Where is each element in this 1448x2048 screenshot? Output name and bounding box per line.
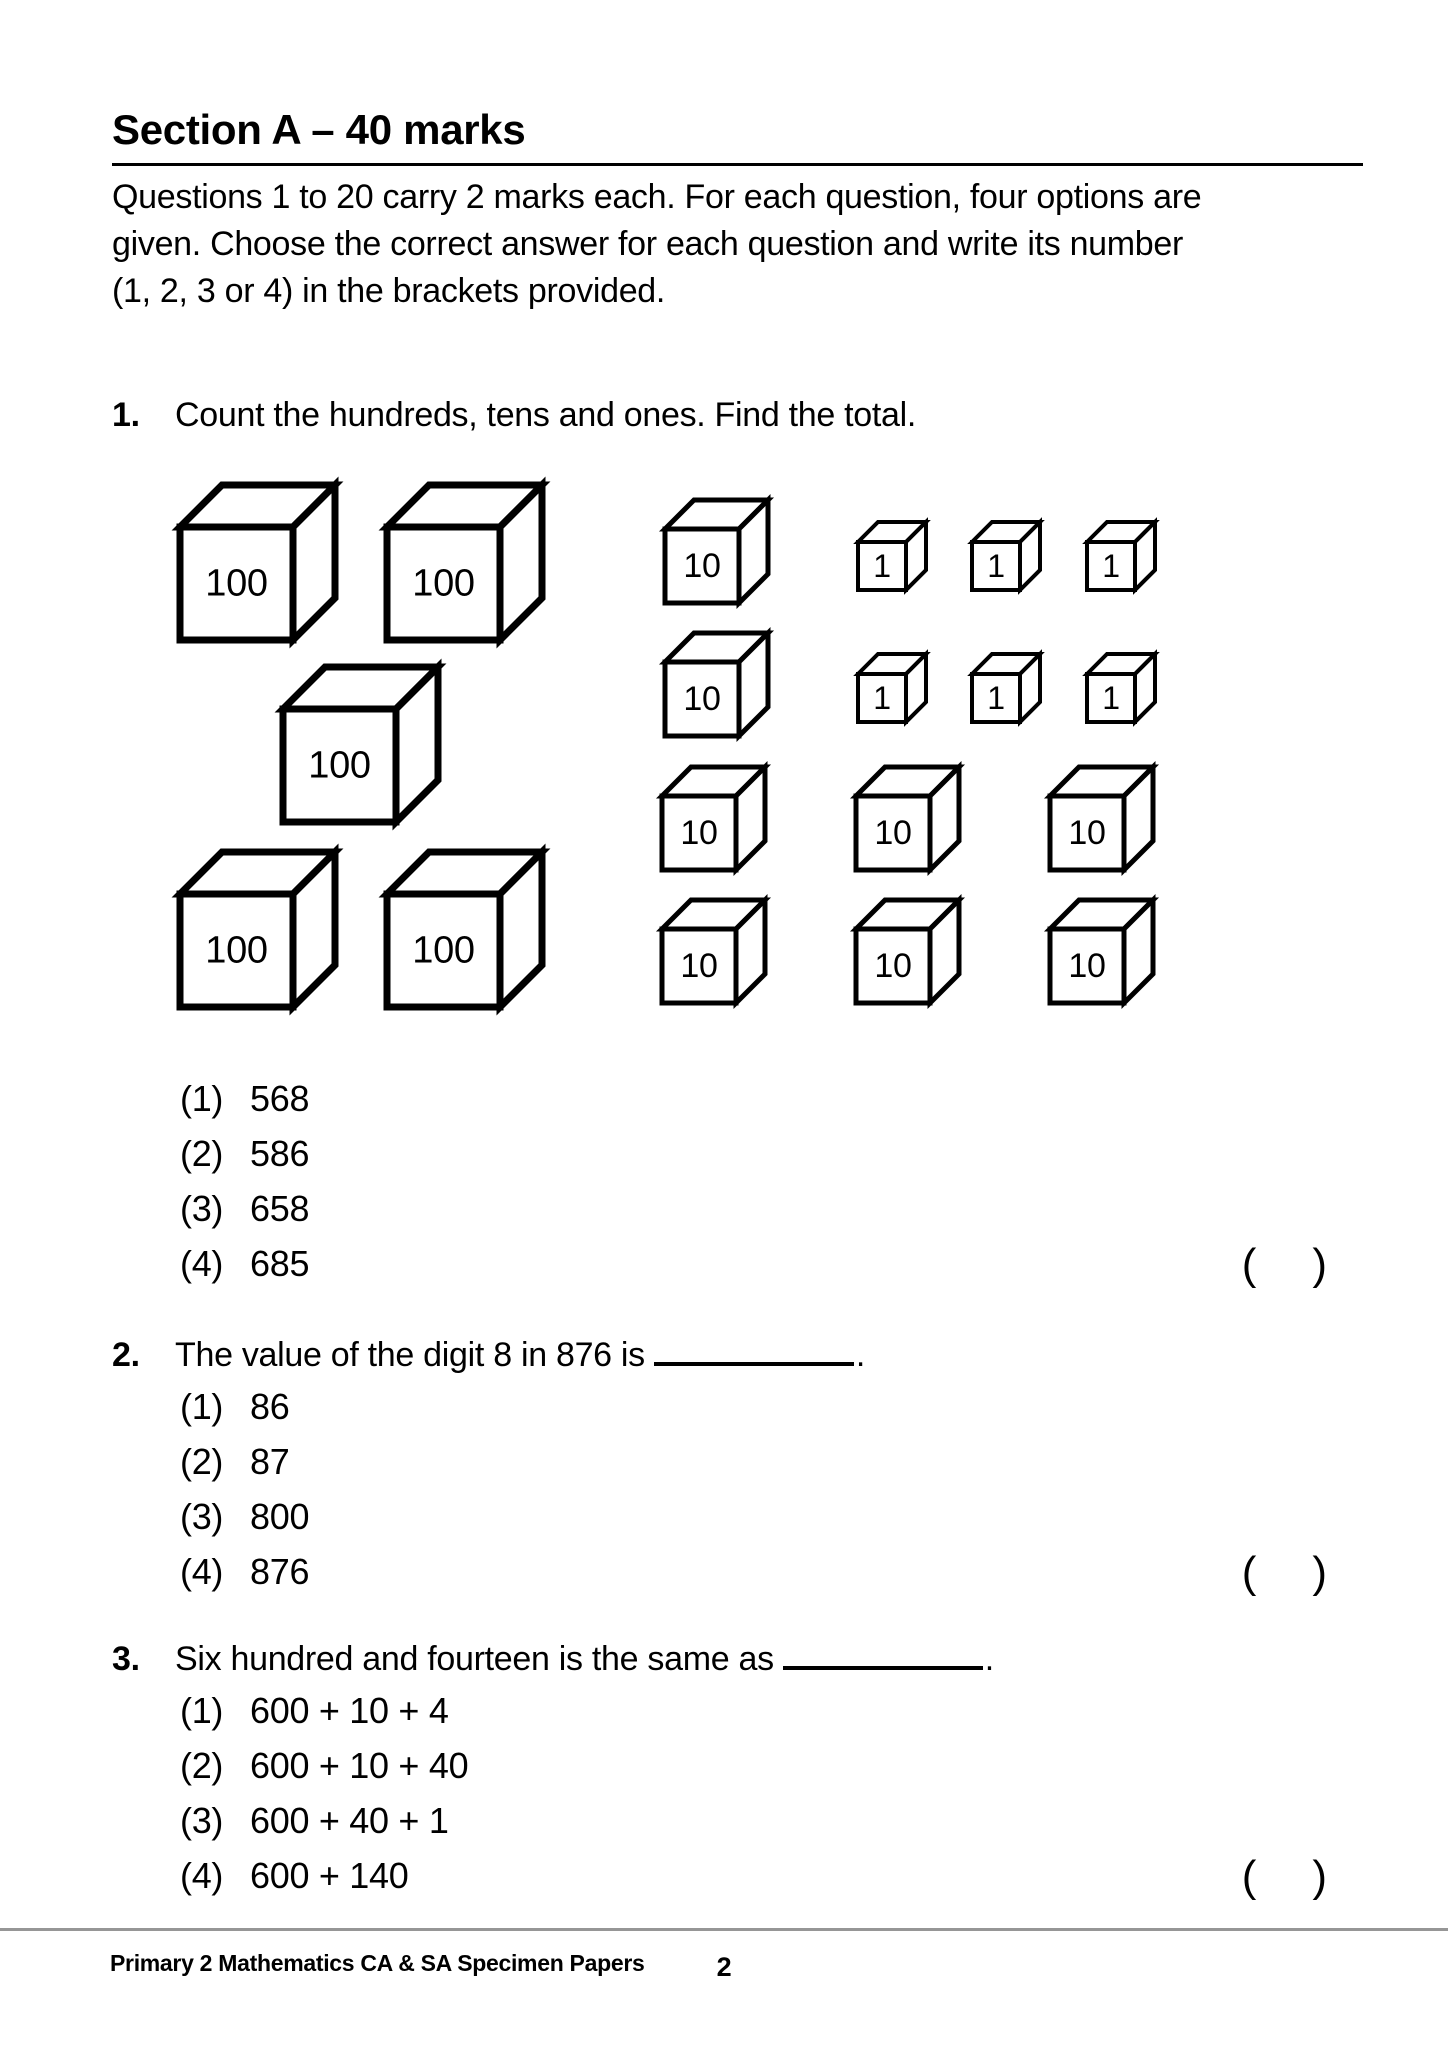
option-row	[180, 1548, 1363, 1598]
options-list	[180, 1386, 1363, 1598]
option-number: (3)	[180, 1800, 224, 1842]
block-label: 100	[205, 929, 268, 972]
block-10	[1050, 767, 1153, 870]
block-label: 1	[1102, 548, 1120, 585]
question-text: Count the hundreds, tens and ones. Find the total.	[175, 396, 917, 435]
answer-bracket-right: )	[1312, 1548, 1327, 1598]
block-label: 100	[412, 562, 475, 605]
block-label: 1	[1102, 680, 1120, 717]
answer-bracket-left: (	[1241, 1240, 1257, 1290]
block-10	[1050, 900, 1153, 1003]
option-number: (1)	[180, 1690, 224, 1732]
question-number: 2.	[112, 1336, 140, 1375]
instructions	[112, 174, 1363, 315]
option-number: (3)	[180, 1188, 224, 1230]
option-row	[180, 1745, 1363, 1787]
option-number: (2)	[180, 1133, 224, 1175]
question-text	[175, 1637, 994, 1681]
answer-bracket-left: (	[1241, 1548, 1257, 1598]
option-number: (1)	[180, 1386, 224, 1428]
blank-suffix: .	[984, 1640, 994, 1679]
instruction-line: (1, 2, 3 or 4) in the brackets provided.	[112, 272, 666, 311]
block-100	[180, 485, 335, 640]
option-row	[180, 1386, 1363, 1428]
option-row	[180, 1240, 1363, 1290]
option-value: 876	[250, 1551, 310, 1593]
question-2	[112, 1333, 1363, 1598]
block-10	[665, 633, 768, 736]
answer-bracket-right: )	[1312, 1852, 1327, 1902]
question-1-header	[112, 393, 1363, 437]
block-10	[856, 767, 959, 870]
options-list	[180, 1690, 1363, 1902]
block-label: 1	[987, 548, 1005, 585]
question-3	[112, 1637, 1363, 1902]
block-label: 1	[873, 680, 891, 717]
block-1	[858, 522, 926, 590]
block-1	[1087, 522, 1155, 590]
option-number: (2)	[180, 1441, 224, 1483]
option-number: (3)	[180, 1496, 224, 1538]
question-number: 3.	[112, 1640, 140, 1679]
option-value: 87	[250, 1441, 290, 1483]
option-row	[180, 1690, 1363, 1732]
option-value: 586	[250, 1133, 310, 1175]
block-label: 100	[412, 929, 475, 972]
block-100	[180, 852, 335, 1007]
option-number: (1)	[180, 1078, 224, 1120]
block-label: 1	[987, 680, 1005, 717]
question-text-body: Six hundred and fourteen is the same as	[175, 1640, 774, 1679]
option-row	[180, 1800, 1363, 1842]
block-label: 10	[1068, 814, 1106, 853]
option-value: 600 + 10 + 4	[250, 1690, 449, 1732]
footer-page-number: 2	[716, 1952, 732, 1982]
option-row	[180, 1078, 1363, 1120]
blank-suffix: .	[855, 1336, 866, 1375]
block-1	[858, 654, 926, 722]
block-1	[972, 522, 1040, 590]
block-label: 10	[680, 947, 718, 986]
block-label: 1	[873, 548, 891, 585]
block-100	[283, 667, 438, 822]
question-text	[175, 1333, 865, 1377]
block-label: 100	[205, 562, 268, 605]
block-100	[387, 485, 542, 640]
options-list	[180, 1078, 1363, 1290]
option-value: 600 + 40 + 1	[250, 1800, 449, 1842]
option-value: 568	[250, 1078, 310, 1120]
option-value: 658	[250, 1188, 310, 1230]
section-title: Section A – 40 marks	[112, 108, 1363, 166]
block-label: 100	[308, 744, 371, 787]
question-text-body: The value of the digit 8 in 876 is	[175, 1336, 645, 1375]
answer-bracket-left: (	[1241, 1852, 1257, 1902]
block-1	[972, 654, 1040, 722]
answer-bracket-right: )	[1312, 1240, 1327, 1290]
answer-brackets	[1241, 1240, 1327, 1290]
footer	[0, 1950, 1448, 1982]
question-number: 1.	[112, 396, 140, 435]
block-label: 10	[683, 680, 721, 719]
option-row	[180, 1852, 1363, 1902]
block-1	[1087, 654, 1155, 722]
footer-title: Primary 2 Mathematics CA & SA Specimen Papers	[110, 1950, 645, 1976]
option-number: (2)	[180, 1745, 224, 1787]
question-1	[112, 393, 1363, 1290]
option-value: 600 + 10 + 40	[250, 1745, 469, 1787]
answer-blank-line	[783, 1666, 983, 1670]
option-row	[180, 1133, 1363, 1175]
option-row	[180, 1496, 1363, 1538]
block-label: 10	[1068, 947, 1106, 986]
block-10	[856, 900, 959, 1003]
option-row	[180, 1441, 1363, 1483]
answer-blank-line	[654, 1362, 854, 1366]
instruction-line: given. Choose the correct answer for each question and write its number	[112, 225, 1184, 264]
footer-divider	[0, 1928, 1448, 1931]
question-2-header	[112, 1333, 1363, 1377]
block-10	[665, 500, 768, 603]
answer-brackets	[1241, 1548, 1327, 1598]
option-value: 600 + 140	[250, 1855, 409, 1897]
option-number: (4)	[180, 1855, 224, 1897]
option-number: (4)	[180, 1551, 224, 1593]
block-label: 10	[683, 547, 721, 586]
block-10	[662, 900, 765, 1003]
block-100	[387, 852, 542, 1007]
instruction-line: Questions 1 to 20 carry 2 marks each. For each question, four options are	[112, 178, 1202, 217]
base-ten-blocks-diagram	[130, 459, 1230, 1029]
option-value: 685	[250, 1243, 310, 1285]
block-label: 10	[874, 814, 912, 853]
block-10	[662, 767, 765, 870]
option-row	[180, 1188, 1363, 1230]
option-value: 800	[250, 1496, 310, 1538]
answer-brackets	[1241, 1852, 1327, 1902]
option-number: (4)	[180, 1243, 224, 1285]
block-label: 10	[874, 947, 912, 986]
option-value: 86	[250, 1386, 290, 1428]
question-3-header	[112, 1637, 1363, 1681]
block-label: 10	[680, 814, 718, 853]
